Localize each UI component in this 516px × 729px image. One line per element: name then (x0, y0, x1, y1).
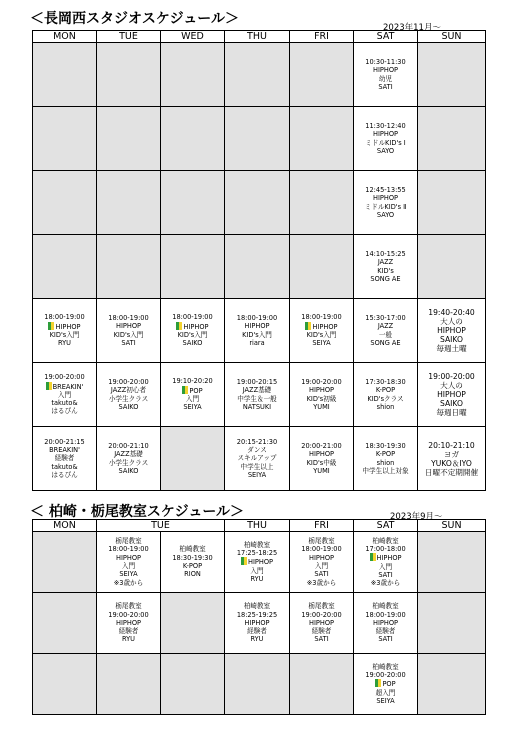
class-info (33, 438, 96, 479)
empty-slot (290, 107, 354, 171)
class-slot (354, 363, 418, 427)
class-line: HIPHOP (309, 553, 335, 562)
class-line: 18:00-19:00 (108, 313, 149, 322)
empty-slot (418, 107, 486, 171)
class-line: YUMI (313, 402, 330, 411)
class-slot (97, 532, 161, 593)
class-line: 栃尾教室 (308, 602, 335, 611)
empty-slot (97, 107, 161, 171)
class-line: KID's入門 (177, 331, 208, 339)
empty-slot (290, 654, 354, 715)
class-info (354, 58, 417, 91)
class-line: 19:00-20:00 (301, 610, 342, 619)
class-line: KID's初級 (306, 394, 337, 403)
class-line: 栃尾教室 (308, 537, 335, 546)
class-line: 18:00-19:00 (172, 313, 213, 322)
class-line: K-POP (182, 562, 203, 570)
class-slot (354, 43, 418, 107)
class-line: takuto& (51, 399, 78, 408)
class-slot (354, 107, 418, 171)
class-info (290, 442, 353, 475)
class-line: 毎週土曜 (436, 344, 467, 353)
schedule-row (33, 107, 486, 171)
class-info (354, 537, 417, 588)
class-line: HIPHOP (354, 553, 417, 562)
class-slot (418, 363, 486, 427)
class-slot (161, 299, 225, 363)
class-slot (97, 363, 161, 427)
class-line: K-POP (375, 450, 396, 459)
schedule-row (33, 654, 486, 715)
empty-slot (33, 171, 97, 235)
class-line: SAIKO (440, 399, 463, 408)
class-line: 経験者 (54, 454, 75, 463)
class-info (354, 314, 417, 347)
class-info (418, 441, 485, 477)
class-line: SATI (314, 570, 329, 579)
class-line: 柏崎教室 (179, 545, 206, 554)
class-line: POP (354, 679, 417, 688)
empty-slot (225, 235, 290, 299)
day-header: MON (33, 520, 97, 532)
class-slot (33, 363, 97, 427)
class-line: SAYO (376, 146, 395, 155)
empty-slot (418, 593, 486, 654)
day-header: TUE (97, 520, 225, 532)
class-line: 日曜不定期開催 (424, 467, 479, 477)
class-slot (418, 427, 486, 491)
class-line: SONG AE (370, 274, 401, 283)
class-line: 20:00-21:10 (108, 441, 149, 450)
class-line: 入門 (378, 562, 393, 571)
empty-slot (161, 171, 225, 235)
class-slot (161, 532, 225, 593)
class-line: スキルアップ (237, 454, 277, 463)
class-line: shion (376, 458, 395, 467)
class-line: 17:30-18:30 (365, 377, 406, 386)
class-slot (225, 427, 290, 491)
class-line: 19:00-20:00 (301, 377, 342, 386)
class-slot (354, 299, 418, 363)
class-slot (354, 654, 418, 715)
empty-slot (161, 107, 225, 171)
class-info (290, 537, 353, 587)
class-line: 経験者 (375, 627, 396, 636)
class-line: KID's (377, 266, 394, 275)
day-header: FRI (290, 31, 354, 43)
class-line: HIPHOP (372, 66, 398, 75)
class-info (161, 377, 224, 411)
class-line: KID's入門 (242, 330, 272, 339)
class-info (97, 378, 160, 411)
class-line: RYU (121, 635, 135, 644)
schedule-row (33, 235, 486, 299)
class-line: YUKO＆IYO (431, 458, 472, 468)
class-info (33, 373, 96, 415)
class-slot (290, 532, 354, 593)
class-info (354, 602, 417, 643)
class-line: 14:10-15:25 (365, 249, 406, 258)
empty-slot (33, 43, 97, 107)
class-line: HIPHOP (372, 194, 398, 203)
class-line: 15:30-17:00 (365, 313, 406, 322)
schedule-row (33, 299, 486, 363)
class-line: 柏崎教室 (372, 602, 399, 611)
class-info (97, 314, 160, 347)
class-slot (290, 363, 354, 427)
branch-schedule-date: 2023年9月～ (390, 512, 443, 522)
class-info (354, 663, 417, 705)
class-line: takuto& (51, 462, 78, 471)
class-line: HIPHOP (161, 322, 224, 331)
class-line: 柏崎教室 (243, 540, 271, 549)
class-line: SATI (121, 338, 136, 347)
class-line: HIPHOP (308, 450, 334, 459)
class-info (354, 122, 417, 155)
class-line: ※3歳から (306, 578, 337, 587)
class-line: RION (184, 570, 201, 579)
class-line: 18:00-19:00 (108, 545, 149, 554)
class-info (33, 313, 96, 347)
class-line: ミドルKID's Ⅰ (365, 138, 406, 147)
class-line: 入門 (121, 562, 136, 570)
class-line: 19:00-20:00 (108, 610, 149, 619)
empty-slot (418, 532, 486, 593)
class-slot (290, 593, 354, 654)
schedule-row (33, 593, 486, 654)
class-line: 20:10-21:10 (428, 440, 475, 450)
class-line: 経験者 (118, 627, 139, 636)
class-line: YUMI (313, 466, 330, 475)
class-line: 小学生クラス (108, 394, 149, 403)
day-header: MON (33, 31, 97, 43)
empty-slot (161, 235, 225, 299)
empty-slot (418, 43, 486, 107)
class-line: SATI (378, 635, 393, 644)
class-line: 大人の (440, 381, 463, 390)
class-line: 19:00-20:00 (108, 377, 149, 386)
class-line: 20:15-21:30 (236, 437, 278, 446)
class-info (354, 378, 417, 411)
empty-slot (161, 593, 225, 654)
beginner-leaf-icon (305, 322, 311, 330)
empty-slot (225, 107, 290, 171)
schedule-row (33, 171, 486, 235)
empty-slot (290, 235, 354, 299)
class-line: HIPHOP (290, 322, 353, 331)
class-slot (161, 363, 225, 427)
class-slot (354, 171, 418, 235)
beginner-leaf-icon (46, 382, 52, 390)
day-header: SUN (418, 520, 486, 532)
class-line: HIPHOP (115, 553, 141, 562)
class-line: KID's入門 (113, 330, 144, 339)
empty-slot (33, 654, 97, 715)
class-line: 20:00-21:00 (301, 441, 342, 450)
empty-slot (418, 171, 486, 235)
class-info (161, 313, 224, 347)
class-info (97, 602, 160, 643)
beginner-leaf-icon (370, 553, 376, 561)
class-line: shion (376, 402, 395, 411)
class-line: HIPHOP (437, 326, 466, 335)
class-line: SONG AE (370, 338, 401, 347)
studio-schedule-table (32, 30, 486, 491)
class-line: 中学生以上対象 (362, 466, 409, 475)
class-info (225, 314, 289, 347)
class-line: SEIYA (119, 570, 138, 579)
class-info (354, 442, 417, 475)
empty-slot (161, 427, 225, 491)
class-line: 10:30-11:30 (365, 57, 406, 66)
empty-slot (97, 235, 161, 299)
class-line: KID's入門 (306, 331, 337, 339)
beginner-leaf-icon (182, 386, 188, 394)
class-line: 11:30-12:40 (365, 121, 406, 130)
beginner-leaf-icon (48, 322, 54, 330)
class-line: 18:00-19:00 (301, 313, 342, 322)
class-line: HIPHOP (372, 130, 398, 139)
class-info (290, 602, 353, 643)
class-line: SEIYA (183, 403, 202, 412)
day-header: SAT (354, 520, 418, 532)
class-info (225, 602, 289, 643)
class-line: RYU (250, 574, 264, 583)
class-line: SAIKO (440, 335, 463, 344)
empty-slot (33, 235, 97, 299)
class-info (290, 313, 353, 347)
empty-slot (290, 171, 354, 235)
class-slot (33, 299, 97, 363)
class-line: 18:30-19:30 (365, 441, 406, 450)
class-slot (225, 299, 290, 363)
class-slot (97, 427, 161, 491)
class-line: 19:00-20:15 (236, 377, 278, 386)
class-line: KID's中級 (306, 458, 337, 467)
empty-slot (33, 532, 97, 593)
class-line: HIPHOP (309, 618, 335, 627)
class-line: 19:10-20:20 (172, 377, 213, 386)
beginner-leaf-icon (176, 322, 182, 330)
empty-slot (225, 171, 290, 235)
class-line: ミドルKID's Ⅱ (364, 202, 407, 211)
class-line: BREAKIN' (33, 382, 96, 391)
day-header: TUE (97, 31, 161, 43)
class-line: JAZZ (377, 258, 394, 267)
class-line: RYU (250, 635, 264, 644)
empty-slot (290, 43, 354, 107)
studio-schedule-date: 2023年11月～ (383, 23, 441, 33)
day-header-row (33, 31, 486, 43)
class-line: 幼児 (378, 74, 393, 83)
empty-slot (97, 171, 161, 235)
class-line: はるぴん (51, 407, 78, 416)
class-line: JAZZ基礎 (114, 450, 143, 459)
empty-slot (161, 43, 225, 107)
class-line: SEIYA (376, 696, 395, 705)
class-line: 経験者 (311, 627, 332, 636)
class-line: HIPHOP (225, 557, 289, 566)
class-line: ダンス (247, 446, 267, 455)
class-slot (290, 427, 354, 491)
class-line: HIPHOP (115, 618, 141, 627)
class-info (290, 378, 353, 411)
class-line: HIPHOP (115, 322, 141, 331)
class-line: SEIYA (247, 470, 267, 479)
empty-slot (97, 43, 161, 107)
class-line: 19:00-20:00 (44, 373, 85, 382)
class-info (354, 186, 417, 219)
class-line: 超入門 (375, 688, 396, 697)
class-line: 毎週日曜 (436, 408, 467, 417)
empty-slot (161, 654, 225, 715)
class-line: 小学生クラス (108, 458, 149, 467)
empty-slot (225, 43, 290, 107)
class-line: ヨガ (443, 449, 460, 459)
class-slot (354, 593, 418, 654)
class-line: SAYO (376, 210, 395, 219)
class-line: SAIKO (118, 402, 139, 411)
day-header-row (33, 520, 486, 532)
class-line: 18:25-19:25 (236, 610, 278, 619)
class-line: 中学生＆一般 (237, 394, 277, 403)
class-slot (225, 532, 290, 593)
class-line: 17:25-18:25 (236, 549, 278, 558)
class-line: 入門 (57, 390, 72, 399)
beginner-leaf-icon (375, 679, 381, 687)
class-line: HIPHOP (33, 322, 96, 331)
class-slot (290, 299, 354, 363)
class-info (418, 308, 485, 353)
class-line: 19:40-20:40 (428, 308, 475, 317)
class-line: NATSUKI (242, 402, 272, 411)
class-line: SATI (378, 570, 393, 579)
class-line: 入門 (250, 566, 264, 575)
class-line: 柏崎教室 (243, 602, 271, 611)
class-slot (225, 593, 290, 654)
class-line: K-POP (375, 386, 396, 395)
class-line: 19:00-20:00 (365, 671, 406, 680)
class-line: 柏崎教室 (372, 662, 399, 671)
class-line: 大人の (440, 317, 463, 326)
class-line: 18:00-19:00 (44, 313, 85, 322)
class-line: HIPHOP (437, 390, 466, 399)
class-line: SATI (314, 635, 329, 644)
class-line: はるぴん (51, 470, 78, 479)
class-line: 18:00-19:00 (365, 610, 406, 619)
day-header: SAT (354, 31, 418, 43)
schedule-row (33, 43, 486, 107)
empty-slot (97, 654, 161, 715)
class-line: BREAKIN' (49, 446, 80, 455)
beginner-leaf-icon (241, 557, 247, 565)
class-info (418, 372, 485, 417)
class-line: 17:00-18:00 (365, 544, 406, 553)
class-info (97, 442, 160, 475)
schedule-row (33, 363, 486, 427)
class-line: KID'sクラス (367, 394, 404, 403)
class-slot (33, 427, 97, 491)
class-line: JAZZ基礎 (242, 386, 272, 395)
class-line: 18:00-19:00 (301, 545, 342, 554)
class-line: 経験者 (247, 627, 267, 636)
class-slot (97, 593, 161, 654)
class-line: 栃尾教室 (115, 537, 142, 546)
class-slot (354, 427, 418, 491)
class-slot (354, 532, 418, 593)
class-line: SATI (378, 82, 393, 91)
day-header: THU (225, 31, 290, 43)
class-line: HIPHOP (244, 322, 270, 331)
branch-schedule-title: ＜ 柏崎・栃尾教室スケジュール＞ (30, 504, 245, 520)
class-line: HIPHOP (373, 618, 399, 627)
class-info (225, 438, 289, 479)
branch-schedule-table (32, 519, 486, 715)
class-info (354, 250, 417, 283)
class-info (225, 378, 289, 411)
class-line: 18:30-19:30 (172, 553, 213, 562)
class-line: POP (161, 386, 224, 395)
class-line: 一般 (378, 330, 393, 339)
class-line: RYU (57, 339, 71, 348)
empty-slot (225, 654, 290, 715)
class-line: 柏崎教室 (372, 536, 399, 545)
empty-slot (33, 107, 97, 171)
day-header: WED (161, 31, 225, 43)
class-line: 中学生以上 (240, 462, 274, 471)
class-line: ※3歳から (370, 579, 401, 588)
class-info (161, 545, 224, 578)
schedule-row (33, 532, 486, 593)
day-header: SUN (418, 31, 486, 43)
class-line: JAZZ初心者 (110, 386, 147, 395)
empty-slot (418, 235, 486, 299)
class-slot (418, 299, 486, 363)
class-line: 入門 (185, 395, 200, 403)
class-slot (97, 299, 161, 363)
class-line: 入門 (314, 562, 329, 570)
day-header: THU (225, 520, 290, 532)
class-line: ※3歳から (113, 578, 144, 587)
class-line: 19:00-20:00 (428, 372, 475, 381)
class-line: SEIYA (312, 339, 331, 348)
empty-slot (418, 654, 486, 715)
class-line: riara (249, 338, 265, 347)
class-line: 18:00-19:00 (236, 313, 278, 322)
class-line: HIPHOP (244, 618, 270, 627)
class-line: SAIKO (118, 466, 139, 475)
studio-schedule-title: ＜長岡西スタジオスケジュール＞ (30, 11, 240, 27)
class-slot (225, 363, 290, 427)
schedule-row (33, 427, 486, 491)
class-slot (354, 235, 418, 299)
class-line: KID's入門 (49, 331, 80, 339)
class-line: 20:00-21:15 (44, 437, 85, 446)
class-info (225, 541, 289, 583)
empty-slot (33, 593, 97, 654)
class-info (97, 537, 160, 587)
class-line: JAZZ (377, 322, 394, 331)
class-line: 12:45-13:55 (365, 185, 406, 194)
class-line: SAIKO (182, 339, 203, 348)
class-line: 栃尾教室 (115, 602, 142, 611)
day-header: FRI (290, 520, 354, 532)
class-line: HIPHOP (308, 386, 334, 395)
